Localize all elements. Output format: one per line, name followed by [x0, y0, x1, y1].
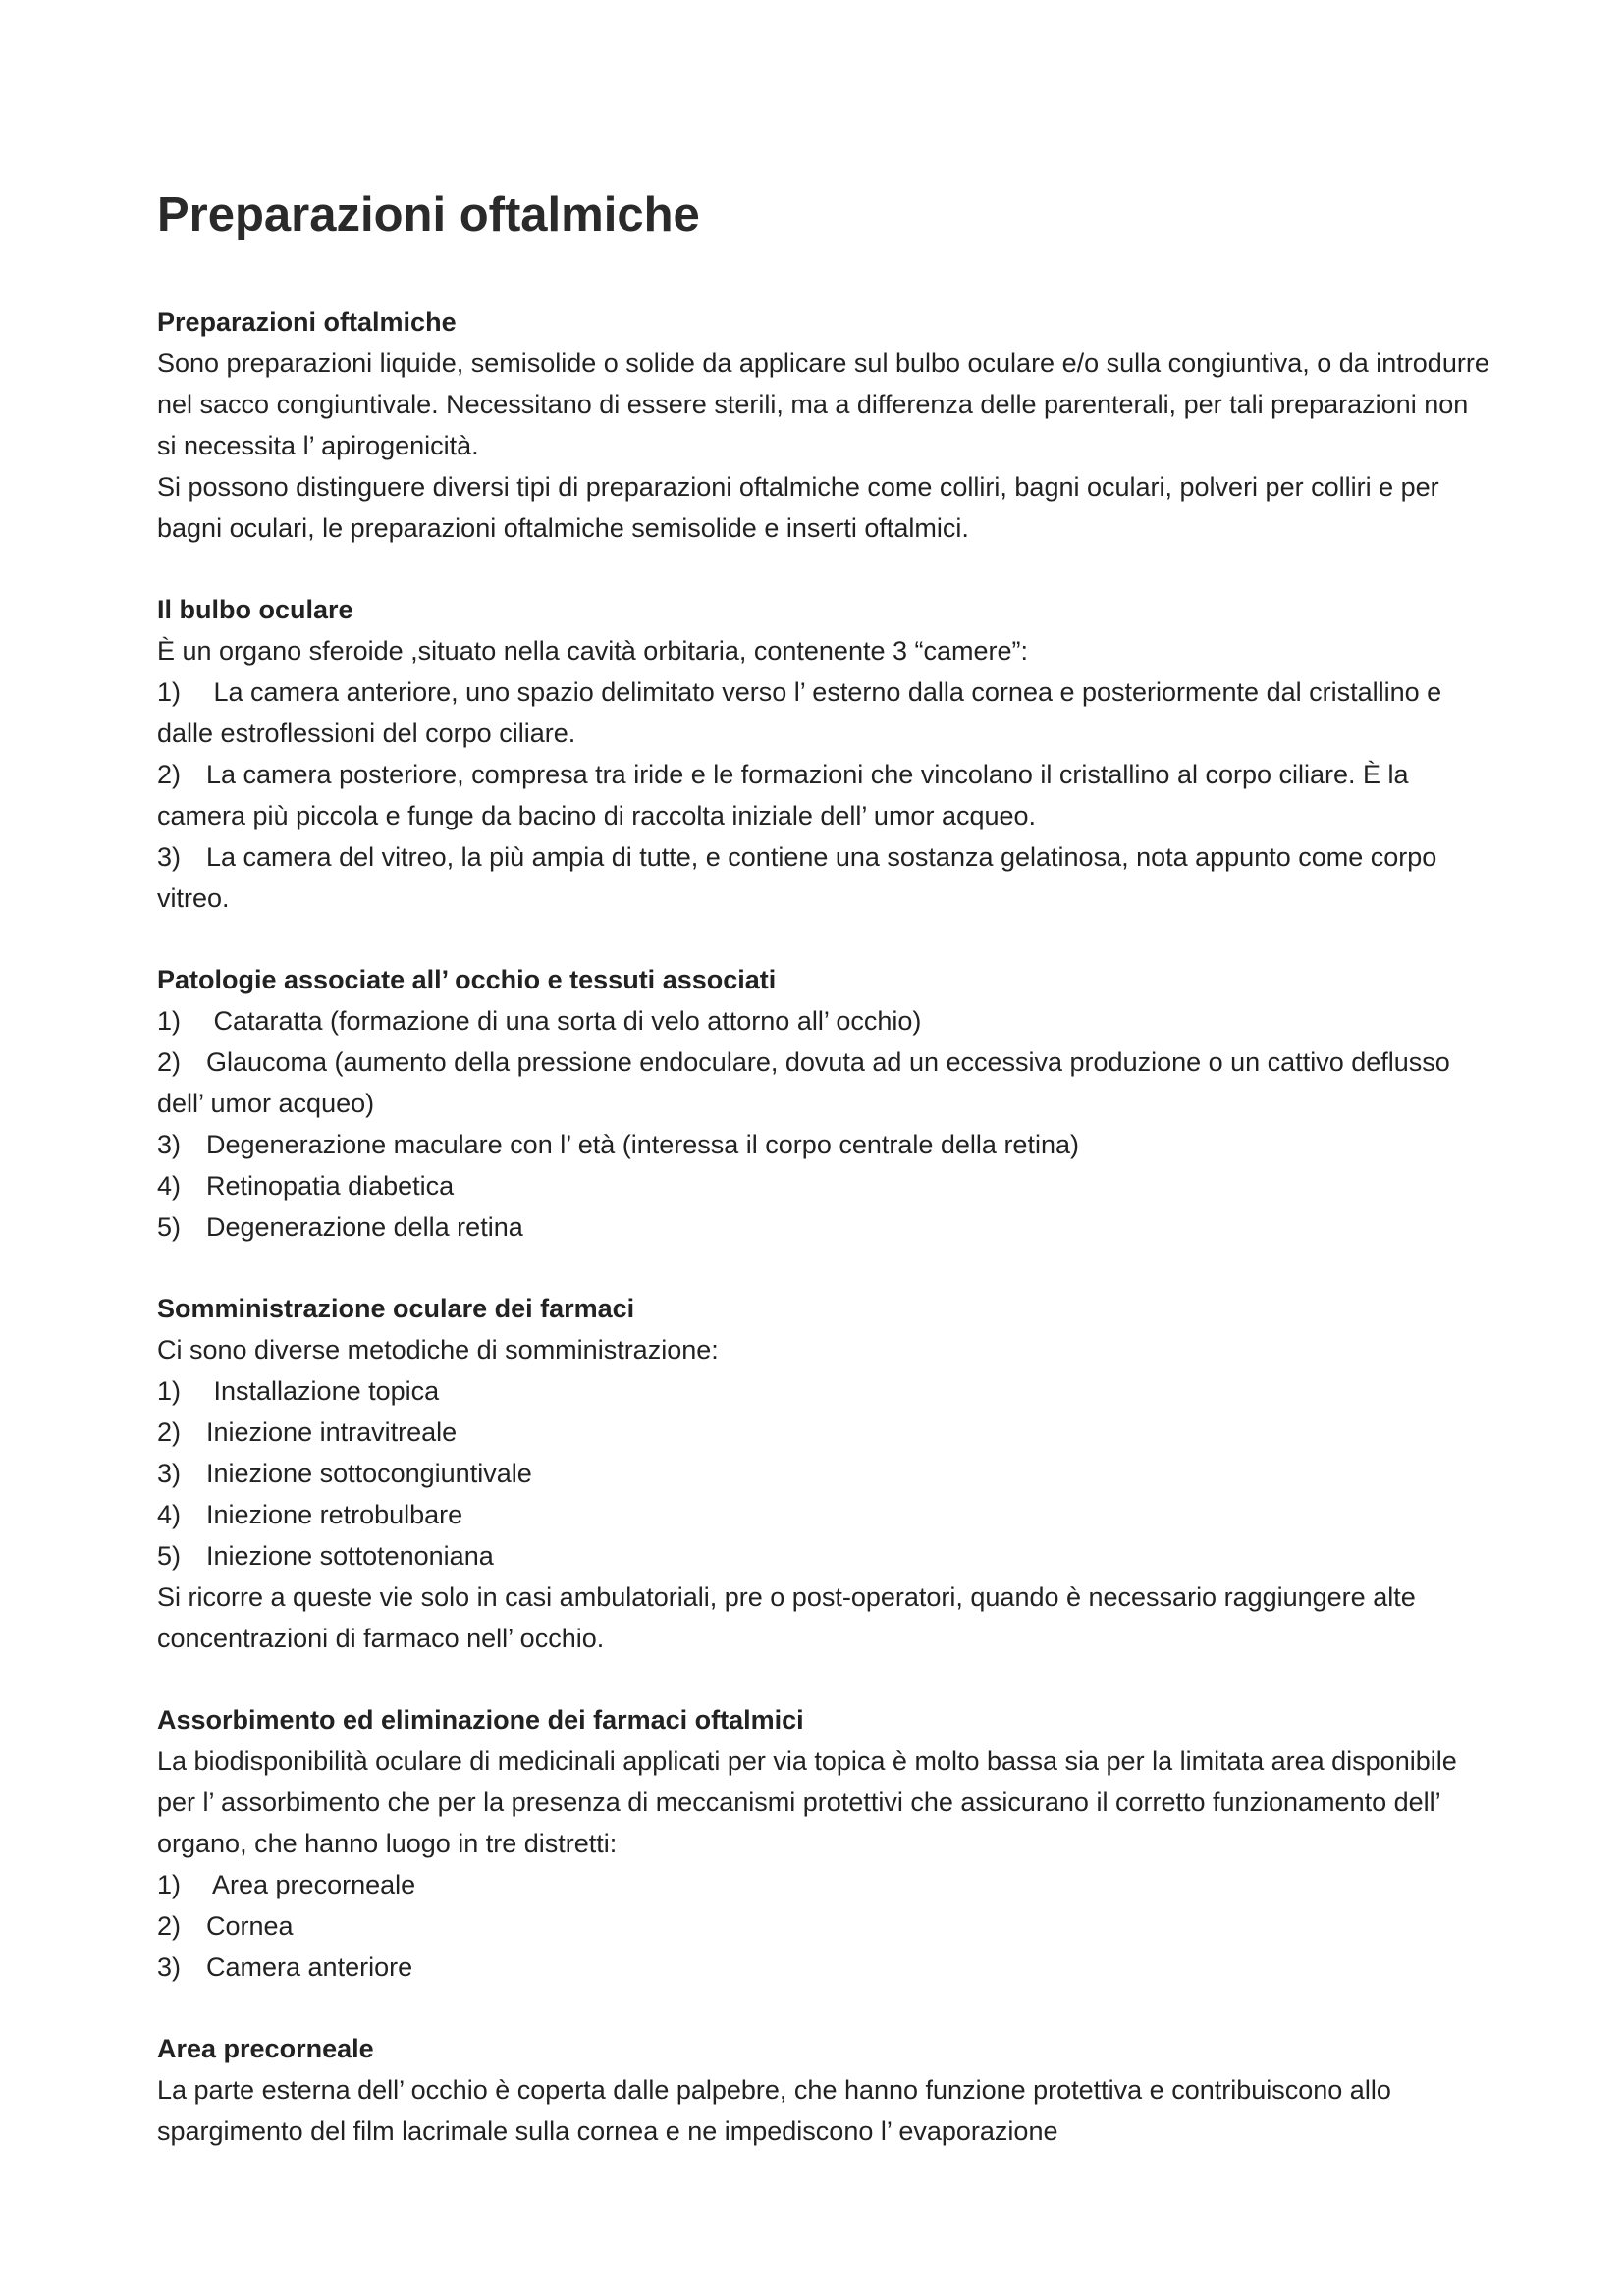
section-heading: Somministrazione oculare dei farmaci: [157, 1293, 635, 1323]
list-item: 5) Degenerazione della retina: [157, 1211, 523, 1242]
section-heading: Patologie associate all’ occhio e tessuti associati: [157, 964, 777, 994]
document-page: [157, 187, 1492, 2192]
list-item: 3) Iniezione sottocongiuntivale: [157, 1458, 532, 1488]
paragraph: Sono preparazioni liquide, semisolide o solide da applicare sul bulbo oculare e/o sulla congiuntiva, o da introdurre nel sacco congiuntivale. Necessitano di essere sterili, ma a differenza delle parenterali, per tali preparazioni non si necessita l’ apirogenicità.: [157, 347, 1489, 460]
list-item: 1) Cataratta (formazione di una sorta di velo attorno all’ occhio): [157, 1005, 922, 1036]
section-bulbo-oculare: [157, 589, 1492, 919]
list-item: 4) Iniezione retrobulbare: [157, 1499, 463, 1529]
list-item: 4) Retinopatia diabetica: [157, 1170, 455, 1201]
paragraph: Si ricorre a queste vie solo in casi ambulatoriali, pre o post-operatori, quando è necessario raggiungere alte concentrazioni di farmaco nell’ occhio.: [157, 1581, 1416, 1653]
list-item: 3) Camera anteriore: [157, 1951, 413, 1982]
section-preparazioni: [157, 301, 1492, 549]
list-item: 1) Area precorneale: [157, 1869, 416, 1899]
section-area-precorneale: [157, 2028, 1492, 2152]
list-item: 1) La camera anteriore, uno spazio delimitato verso l’ esterno dalla cornea e posteriormente dal cristallino e dalle estroflessioni del corpo ciliare.: [157, 676, 1442, 748]
section-assorbimento: [157, 1699, 1492, 1988]
list-item: 3) La camera del vitreo, la più ampia di tutte, e contiene una sostanza gelatinosa, nota appunto come corpo vitreo.: [157, 841, 1437, 913]
list-item: 2) La camera posteriore, compresa tra iride e le formazioni che vincolano il cristallino al corpo ciliare. È la camera più piccola e funge da bacino di raccolta iniziale dell’ umor acqueo.: [157, 759, 1409, 830]
section-somministrazione: [157, 1288, 1492, 1659]
paragraph: La parte esterna dell’ occhio è coperta dalle palpebre, che hanno funzione protettiva e contribuiscono allo spargimento del film lacrimale sulla cornea e ne impediscono l’ evaporazione: [157, 2074, 1391, 2146]
list-item: 2) Cornea: [157, 1910, 294, 1941]
section-heading: Il bulbo oculare: [157, 594, 353, 624]
list-item: 2) Iniezione intravitreale: [157, 1416, 458, 1447]
section-heading: Area precorneale: [157, 2033, 374, 2063]
paragraph: È un organo sferoide ,situato nella cavità orbitaria, contenente 3 “camere”:: [157, 635, 1029, 666]
paragraph: Ci sono diverse metodiche di somministrazione:: [157, 1334, 719, 1364]
list-item: 5) Iniezione sottotenoniana: [157, 1540, 494, 1571]
list-item: 2) Glaucoma (aumento della pressione endoculare, dovuta ad un eccessiva produzione o un cattivo deflusso dell’ umor acqueo): [157, 1046, 1450, 1118]
paragraph: Si possono distinguere diversi tipi di preparazioni oftalmiche come colliri, bagni oculari, polveri per colliri e per bagni oculari, le preparazioni oftalmiche semisolide e inserti oftalmici.: [157, 471, 1439, 543]
list-item: 1) Installazione topica: [157, 1375, 440, 1406]
paragraph: La biodisponibilità oculare di medicinali applicati per via topica è molto bassa sia per la limitata area disponibile per l’ assorbimento che per la presenza di meccanismi protettivi che assicurano il corretto funzionamento dell’ organo, che hanno luogo in tre distretti:: [157, 1745, 1457, 1858]
list-item: 3) Degenerazione maculare con l’ età (interessa il corpo centrale della retina): [157, 1129, 1079, 1159]
section-heading: Assorbimento ed eliminazione dei farmaci oftalmici: [157, 1704, 804, 1735]
section-patologie: [157, 959, 1492, 1248]
page-title: Preparazioni oftalmiche: [157, 188, 700, 241]
section-heading: Preparazioni oftalmiche: [157, 306, 457, 337]
